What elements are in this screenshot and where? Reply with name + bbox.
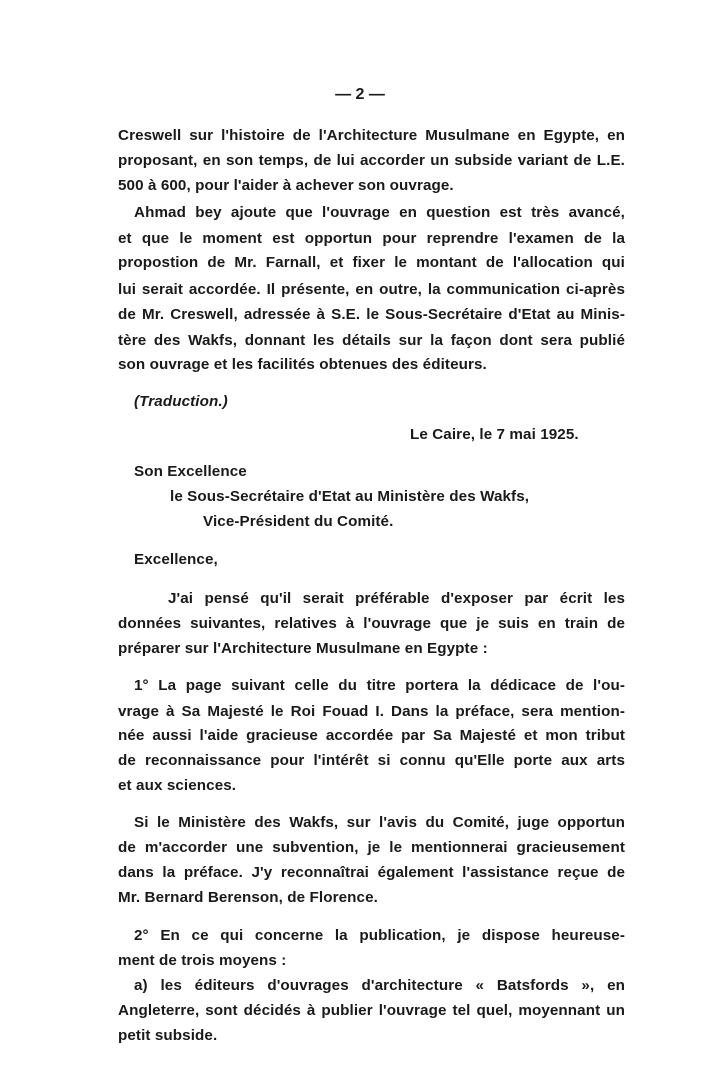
- text-line: J'ai pensé qu'il serait préférable d'exposer par écrit les: [168, 590, 625, 607]
- text-line: tère des Wakfs, donnant les détails sur la façon dont sera publié: [118, 332, 625, 349]
- text-line: de reconnaissance pour l'intérêt si connu qu'Elle porte aux arts: [118, 752, 625, 769]
- text-line: Mr. Bernard Berenson, de Florence.: [118, 889, 378, 906]
- text-line: 1° La page suivant celle du titre portera la dédicace de l'ou-: [134, 677, 625, 694]
- text-line: vrage à Sa Majesté le Roi Fouad I. Dans la préface, sera mention-: [118, 703, 625, 720]
- text-line: dans la préface. J'y reconnaîtrai également l'assistance reçue de: [118, 864, 625, 881]
- text-line: propostion de Mr. Farnall, et fixer le montant de l'allocation qui: [118, 254, 625, 271]
- text-line: ment de trois moyens :: [118, 952, 287, 969]
- text-line: le Sous-Secrétaire d'Etat au Ministère des Wakfs,: [170, 488, 530, 505]
- text-line: Le Caire, le 7 mai 1925.: [410, 426, 579, 443]
- text-line: 500 à 600, pour l'aider à achever son ouvrage.: [118, 177, 454, 194]
- text-line: et que le moment est opportun pour reprendre l'examen de la: [118, 230, 625, 247]
- text-line: préparer sur l'Architecture Musulmane en Egypte :: [118, 640, 488, 657]
- text-line: de m'accorder une subvention, je le mentionnerai gracieusement: [118, 839, 625, 856]
- text-line: Excellence,: [134, 551, 218, 568]
- text-line: Son Excellence: [134, 463, 247, 480]
- page-number: — 2 —: [335, 86, 385, 103]
- text-line: données suivantes, relatives à l'ouvrage que je suis en train de: [118, 615, 625, 632]
- text-line: Angleterre, sont décidés à publier l'ouvrage tel quel, moyennant un: [118, 1002, 625, 1019]
- text-line: et aux sciences.: [118, 777, 237, 794]
- text-line: lui serait accordée. Il présente, en outre, la communication ci-après: [118, 281, 625, 298]
- text-line: (Traduction.): [134, 393, 228, 410]
- text-line: 2° En ce qui concerne la publication, je dispose heureuse-: [134, 927, 625, 944]
- text-line: son ouvrage et les facilités obtenues des éditeurs.: [118, 356, 487, 373]
- text-line: née aussi l'aide gracieuse accordée par Sa Majesté et mon tribut: [118, 727, 625, 744]
- text-line: petit subside.: [118, 1027, 218, 1044]
- text-line: Ahmad bey ajoute que l'ouvrage en question est très avancé,: [134, 204, 625, 221]
- text-line: Vice-Président du Comité.: [203, 513, 394, 530]
- text-line: de Mr. Creswell, adressée à S.E. le Sous-Secrétaire d'Etat au Minis-: [118, 306, 625, 323]
- text-line: a) les éditeurs d'ouvrages d'architecture « Batsfords », en: [134, 977, 625, 994]
- text-line: proposant, en son temps, de lui accorder un subside variant de L.E.: [118, 152, 625, 169]
- text-line: Creswell sur l'histoire de l'Architecture Musulmane en Egypte, en: [118, 127, 625, 144]
- text-line: Si le Ministère des Wakfs, sur l'avis du Comité, juge opportun: [134, 814, 625, 831]
